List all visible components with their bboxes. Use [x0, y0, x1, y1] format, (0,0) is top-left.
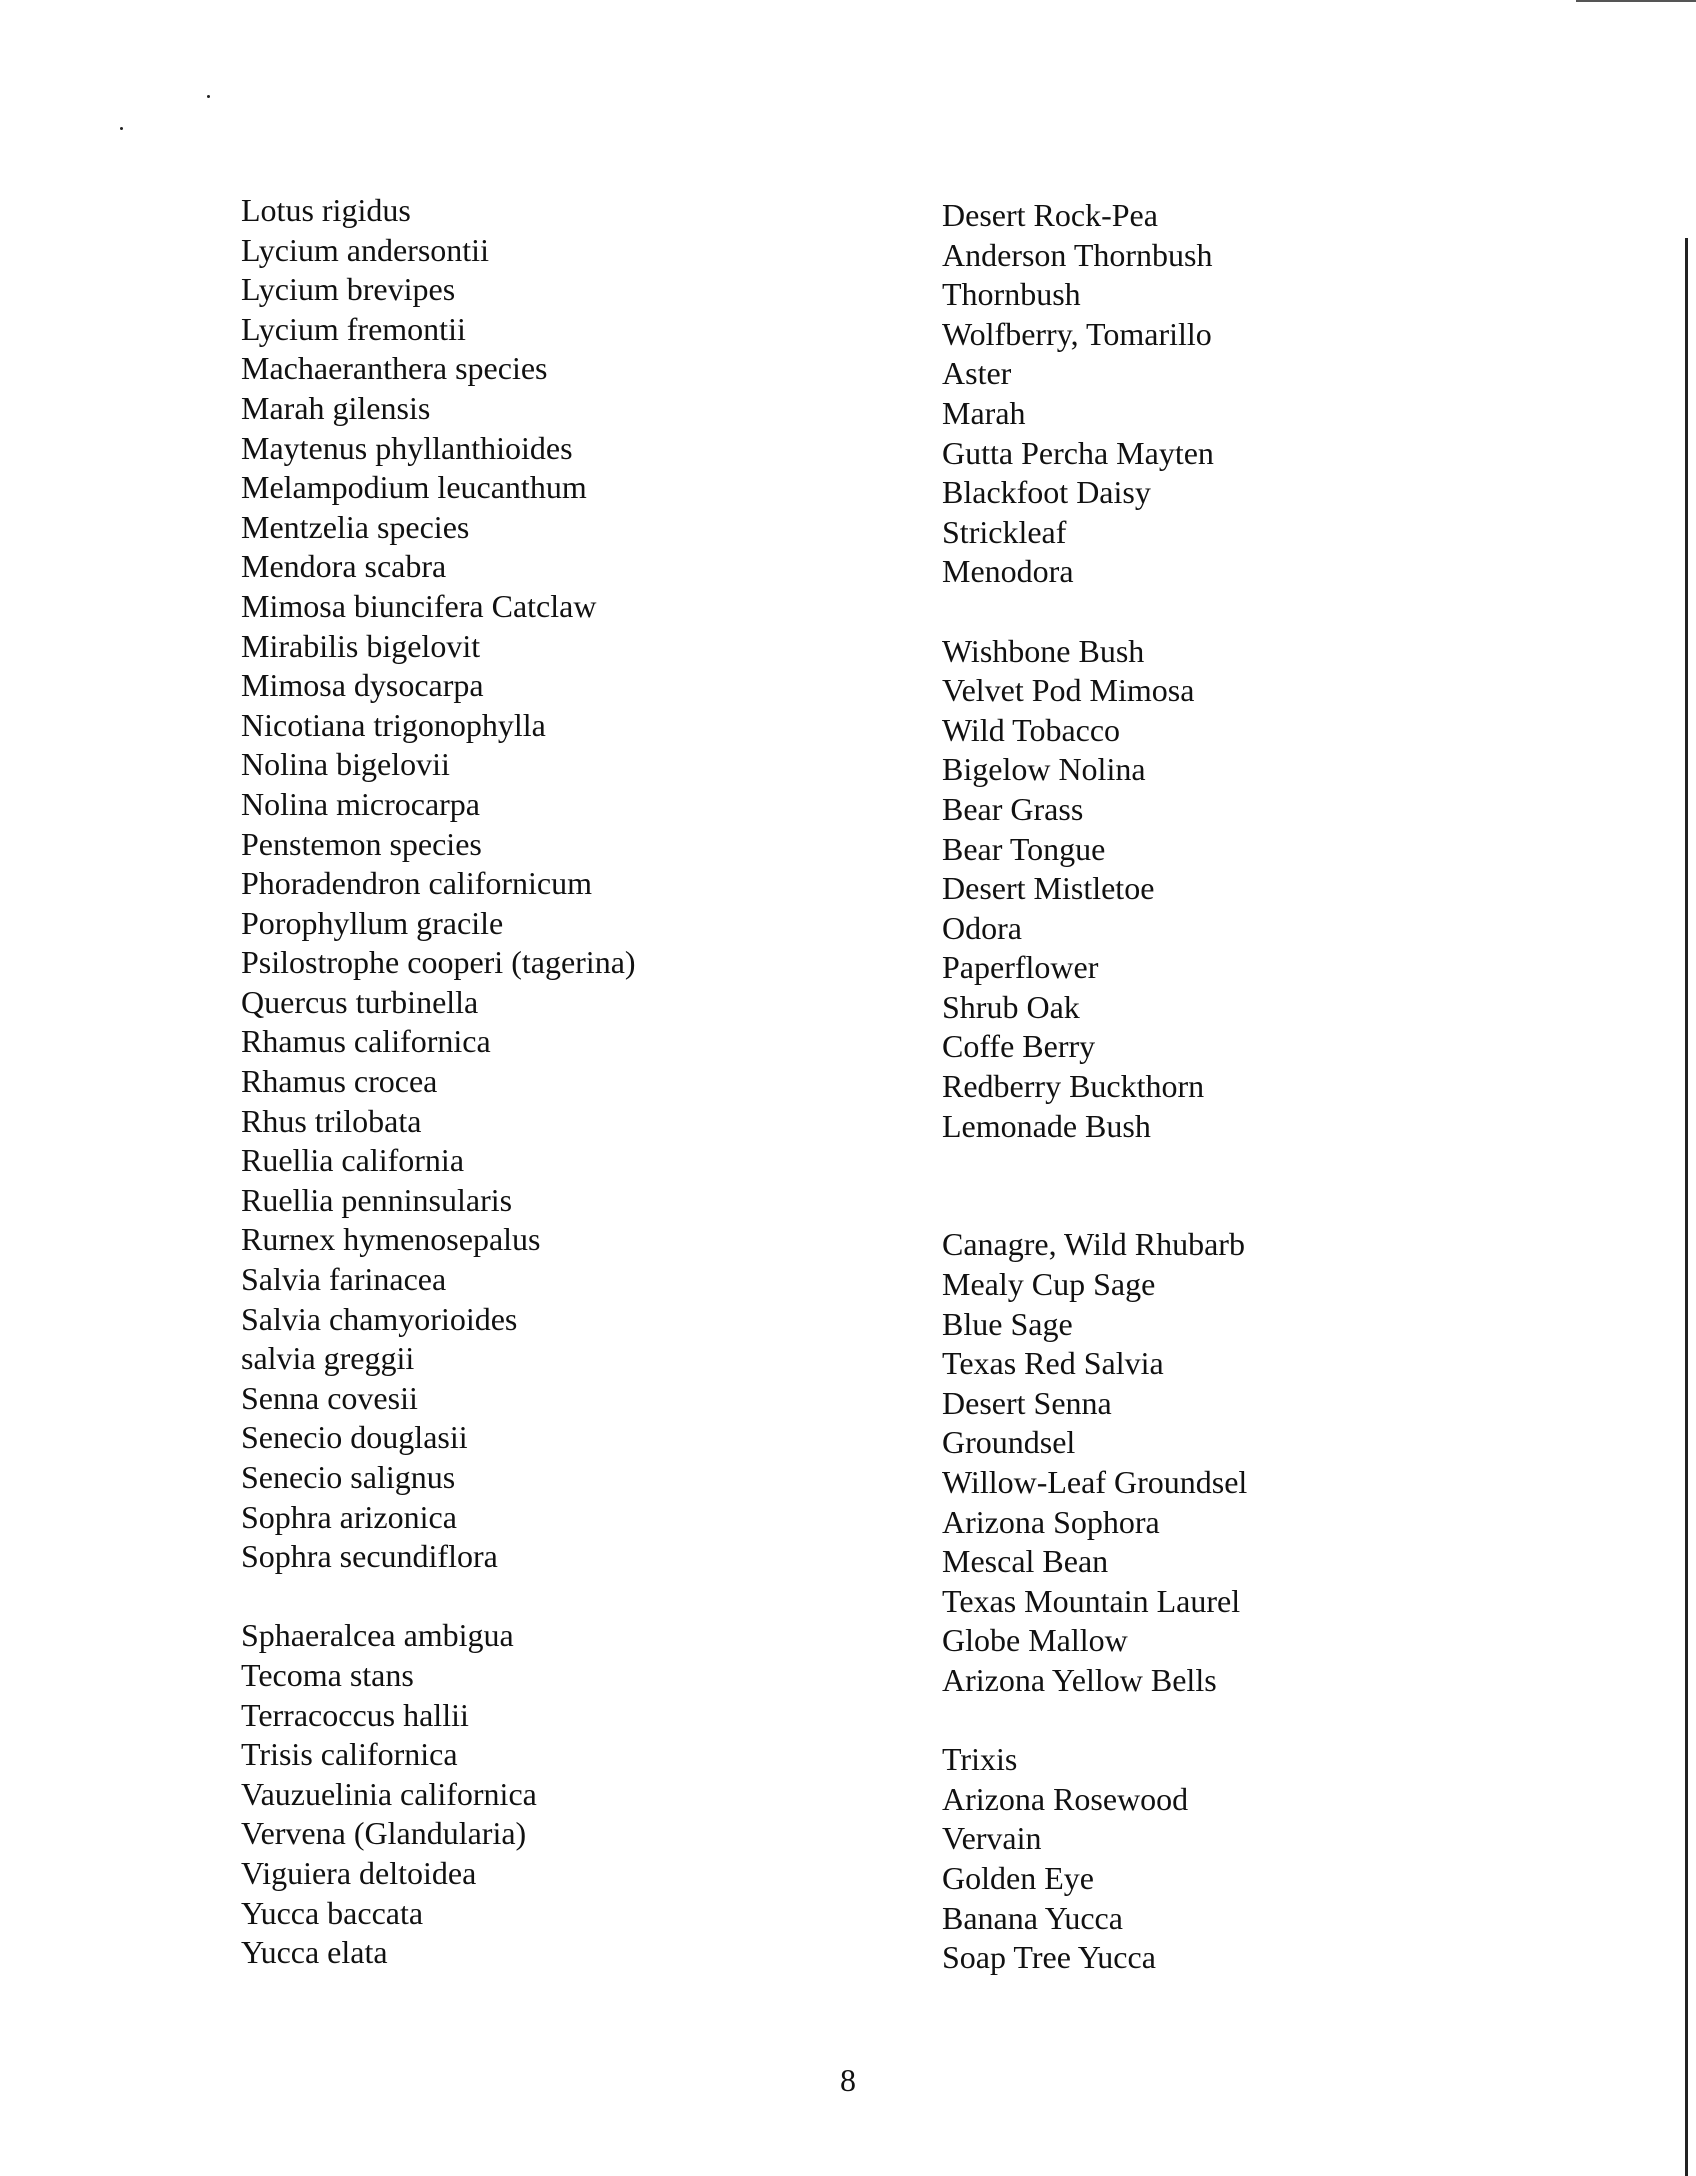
common-name-row: Desert Mistletoe [942, 870, 1155, 907]
scientific-name-row: Yucca baccata [241, 1894, 424, 1931]
scientific-name-row: Senna covesii [241, 1379, 418, 1416]
scientific-name-row: Marah gilensis [241, 389, 431, 426]
scientific-name-row: Psilostrophe cooperi (tagerina) [241, 944, 636, 981]
common-name-row: Redberry Buckthorn [942, 1068, 1205, 1105]
scan-edge-right [1685, 238, 1688, 2176]
scientific-name-row: Rurnex hymenosepalus [241, 1221, 541, 1258]
common-name-row: Wild Tobacco [942, 711, 1121, 748]
scientific-name-row: Machaeranthera species [241, 350, 548, 387]
common-name-row: Trixis [942, 1741, 1018, 1778]
common-name-row: Mealy Cup Sage [942, 1266, 1156, 1303]
common-name-row: Odora [942, 909, 1022, 946]
common-name-row: Bear Tongue [942, 830, 1106, 867]
common-name-row: Wolfberry, Tomarillo [942, 315, 1212, 352]
scientific-name-row: Terracoccus hallii [241, 1696, 469, 1733]
scientific-name-row: Trisis californica [241, 1736, 458, 1773]
scientific-name-row: Ruellia penninsularis [241, 1181, 513, 1218]
scan-speck [207, 95, 210, 98]
common-name-row: Menodora [942, 553, 1074, 590]
scan-edge-top [1576, 0, 1696, 2]
common-name-row: Thornbush [942, 276, 1081, 313]
common-name-row [942, 592, 1247, 632]
common-name-row: Marah [942, 394, 1026, 431]
common-name-row: Groundsel [942, 1424, 1076, 1461]
common-name-row: Willow-Leaf Groundsel [942, 1464, 1248, 1500]
scientific-name-row: Nolina bigelovii [241, 746, 450, 783]
scientific-name-row: Viguiera deltoidea [241, 1854, 477, 1891]
common-name-row: Vervain [942, 1820, 1042, 1857]
common-name-row: Globe Mallow [942, 1622, 1128, 1659]
scientific-name-row: Lycium fremontii [241, 310, 466, 347]
common-name-row: Texas Red Salvia [942, 1345, 1164, 1382]
common-name-row: Canagre, Wild Rhubarb [942, 1226, 1245, 1263]
common-name-row: Desert Rock-Pea [942, 197, 1158, 233]
scientific-name-row: Penstemon species [241, 825, 482, 862]
common-name-row: Arizona Sophora [942, 1503, 1160, 1540]
common-name-row: Lemonade Bush [942, 1107, 1151, 1144]
common-name-row: Blue Sage [942, 1305, 1073, 1342]
scientific-name-row: Vervena (Glandularia) [241, 1815, 527, 1852]
common-name-row: Arizona Rosewood [942, 1780, 1189, 1817]
common-name-row: Wishbone Bush [942, 632, 1145, 669]
common-name-row [942, 1146, 1247, 1186]
scientific-name-row: Mirabilis bigelovit [241, 627, 481, 664]
scientific-name-row: Rhamus crocea [241, 1063, 438, 1100]
scientific-name-row: Salvia farinacea [241, 1261, 447, 1298]
scientific-name-row: Tecoma stans [241, 1656, 414, 1693]
scientific-name-row: Nicotiana trigonophylla [241, 706, 546, 743]
common-name-row: Aster [942, 355, 1012, 392]
common-name-row [942, 1701, 1247, 1741]
common-name-row: Blackfoot Daisy [942, 474, 1151, 511]
scientific-name-row: Senecio salignus [241, 1459, 456, 1495]
common-name-row: Arizona Yellow Bells [942, 1661, 1217, 1698]
common-name-row: Bigelow Nolina [942, 751, 1146, 788]
scientific-name-row: Rhus trilobata [241, 1102, 422, 1139]
scientific-name-row: Maytenus phyllanthioides [241, 429, 573, 466]
scientific-name-row: Lycium brevipes [241, 271, 456, 308]
scientific-name-row: Mimosa biuncifera Catclaw [241, 587, 597, 624]
common-name-row: Bear Grass [942, 790, 1084, 827]
scientific-name-row [241, 1577, 636, 1617]
scientific-name-row: Sophra arizonica [241, 1498, 457, 1535]
scientific-name-row: Phoradendron californicum [241, 865, 592, 902]
common-name-row: Banana Yucca [942, 1899, 1123, 1936]
scientific-names-column [241, 191, 636, 1973]
common-name-row: Anderson Thornbush [942, 236, 1213, 273]
common-name-row: Shrub Oak [942, 988, 1080, 1025]
common-name-row: Strickleaf [942, 513, 1067, 550]
common-name-row: Mescal Bean [942, 1543, 1109, 1580]
scientific-name-row: salvia greggii [241, 1340, 415, 1377]
scientific-name-row: Sphaeralcea ambigua [241, 1617, 514, 1654]
scientific-name-row: Ruellia california [241, 1142, 465, 1179]
scientific-name-row: Mentzelia species [241, 508, 470, 545]
scientific-name-row: Quercus turbinella [241, 983, 479, 1020]
common-name-row: Golden Eye [942, 1859, 1094, 1896]
scientific-name-row: Sophra secundiflora [241, 1538, 498, 1575]
scientific-name-row: Senecio douglasii [241, 1419, 468, 1456]
common-name-row: Velvet Pod Mimosa [942, 672, 1195, 709]
common-name-row: Desert Senna [942, 1384, 1112, 1421]
scientific-name-row: Mendora scabra [241, 548, 447, 585]
scientific-name-row: Yucca elata [241, 1934, 388, 1971]
scientific-name-row: Lotus rigidus [241, 192, 411, 228]
scientific-name-row: Porophyllum gracile [241, 904, 504, 941]
common-name-row [942, 1186, 1247, 1226]
common-name-row: Soap Tree Yucca [942, 1939, 1156, 1976]
scientific-name-row: Vauzuelinia californica [241, 1775, 537, 1812]
common-name-row: Coffe Berry [942, 1028, 1096, 1065]
scientific-name-row: Mimosa dysocarpa [241, 667, 484, 704]
scientific-name-row: Salvia chamyorioides [241, 1300, 518, 1337]
page-number: 8 [840, 2062, 856, 2098]
common-name-row: Texas Mountain Laurel [942, 1582, 1241, 1619]
scientific-name-row: Melampodium leucanthum [241, 469, 587, 506]
common-name-row: Paperflower [942, 949, 1099, 986]
scientific-name-row: Rhamus californica [241, 1023, 491, 1060]
common-name-row: Gutta Percha Mayten [942, 434, 1214, 471]
scan-speck [120, 127, 123, 130]
scientific-name-row: Lycium andersontii [241, 231, 489, 268]
common-names-column [942, 196, 1247, 1978]
scientific-name-row: Nolina microcarpa [241, 785, 480, 822]
